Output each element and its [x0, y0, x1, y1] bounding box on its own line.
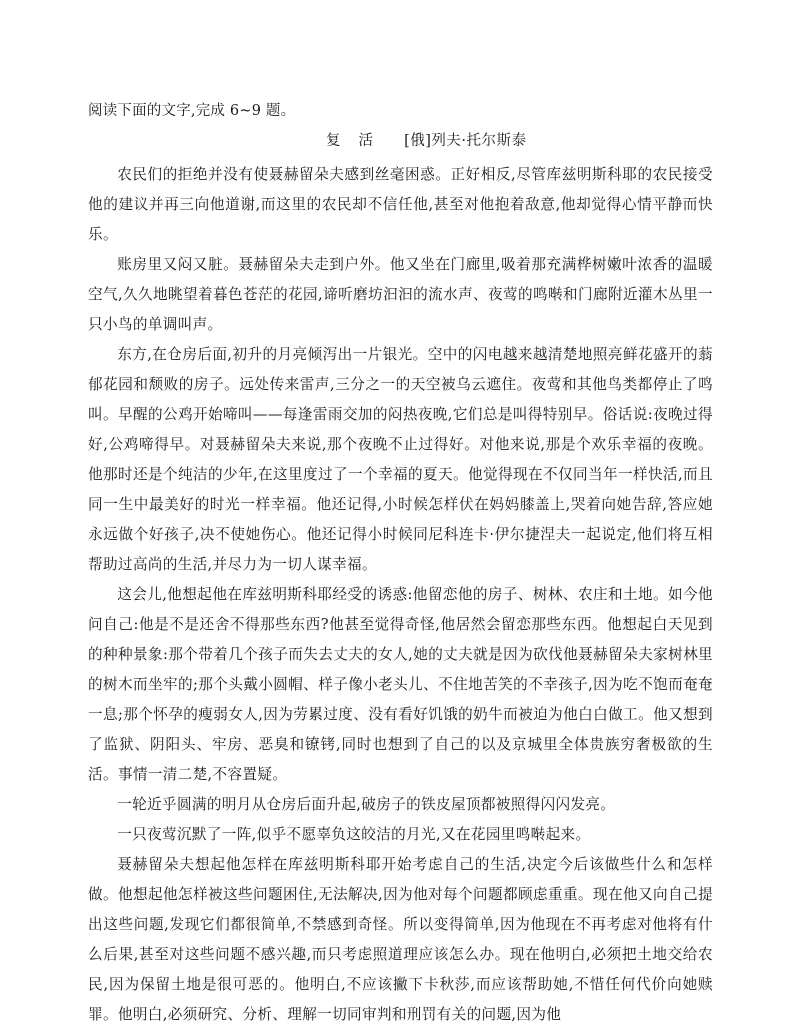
document-page	[88, 100, 713, 1030]
paragraph-4: 这会儿,他想起他在库兹明斯科耶经受的诱惑:他留恋他的房子、树林、农庄和土地。如今他问自己:他是不是还舍不得那些东西?他甚至觉得奇怪,他居然会留恋那些东西。他想起白天见到的种种景象:那个带着几个孩子而失去丈夫的女人,她的丈夫就是因为砍伐他聂赫留朵夫家树林里的树木而坐牢的;那个头戴小圆帽、样子像小老头儿、不住地苦笑的不幸孩子,因为吃不饱而奄奄一息;那个怀孕的瘦弱女人,因为劳累过度、没有看好饥饿的奶牛而被迫为他白白做工。他又想到了监狱、阴阳头、牢房、恶臭和镣铐,同时也想到了自己的以及京城里全体贵族穷奢极欲的生活。事情一清二楚,不容置疑。	[88, 586, 713, 783]
title-line	[88, 130, 713, 152]
paragraph-6: 一只夜莺沉默了一阵,似乎不愿辜负这皎洁的月光,又在花园里鸣啭起来。	[117, 826, 591, 843]
paragraph-3: 东方,在仓房后面,初升的月亮倾泻出一片银光。空中的闪电越来越清楚地照亮鲜花盛开的蓊郁花园和颓败的房子。远处传来雷声,三分之一的天空被乌云遮住。夜莺和其他鸟类都停止了鸣叫。早醒的公鸡开始啼叫——每逢雷雨交加的闷热夜晚,它们总是叫得特别早。俗话说:夜晚过得好,公鸡啼得早。对聂赫留朵夫来说,那个夜晚不止过得好。对他来说,那是个欢乐幸福的夜晚。他那时还是个纯洁的少年,在这里度过了一个幸福的夏天。他觉得现在不仅同当年一样快活,而且同一生中最美好的时光一样幸福。他还记得,小时候怎样伏在妈妈膝盖上,哭着向她告辞,答应她永远做个好孩子,决不使她伤心。他还记得小时候同尼科连卡·伊尔捷涅夫一起说定,他们将互相帮助过高尚的生活,并尽力为一切人谋幸福。	[88, 346, 713, 573]
article-author: [俄]列夫·托尔斯泰	[404, 133, 527, 149]
question-instruction: 阅读下面的文字,完成 6~9 题。	[88, 103, 296, 119]
paragraph-1: 农民们的拒绝并没有使聂赫留朵夫感到丝毫困惑。正好相反,尽管库兹明斯科耶的农民接受他的建议并再三向他道谢,而这里的农民却不信任他,甚至对他抱着敌意,他却觉得心情平静而快乐。	[88, 166, 713, 243]
article-title: 复活	[326, 133, 391, 149]
paragraph-2: 账房里又闷又脏。聂赫留朵夫走到户外。他又坐在门廊里,吸着那充满桦树嫩叶浓香的温暖空气,久久地眺望着暮色苍茫的花园,谛听磨坊汩汩的流水声、夜莺的鸣啭和门廊附近灌木丛里一只小鸟的单调叫声。	[88, 256, 713, 333]
paragraph-5: 一轮近乎圆满的明月从仓房后面升起,破房子的铁皮屋顶都被照得闪闪发亮。	[117, 796, 616, 813]
paragraph-7: 聂赫留朵夫想起他怎样在库兹明斯科耶开始考虑自己的生活,决定今后该做些什么和怎样做。他想起他怎样被这些问题困住,无法解决,因为他对每个问题都顾虑重重。现在他又向自己提出这些问题,发现它们都很简单,不禁感到奇怪。所以变得简单,因为他现在不再考虑对他将有什么后果,甚至对这些问题不感兴趣,而只考虑照道理应该怎么办。现在他明白,必须把土地交给农民,因为保留土地是很可恶的。他明白,不应该撇下卡秋莎,而应该帮助她,不惜任何代价向她赎罪。他明白,必须研究、分析、理解一切同审判和刑罚有关的问题,因为他	[88, 856, 713, 1023]
